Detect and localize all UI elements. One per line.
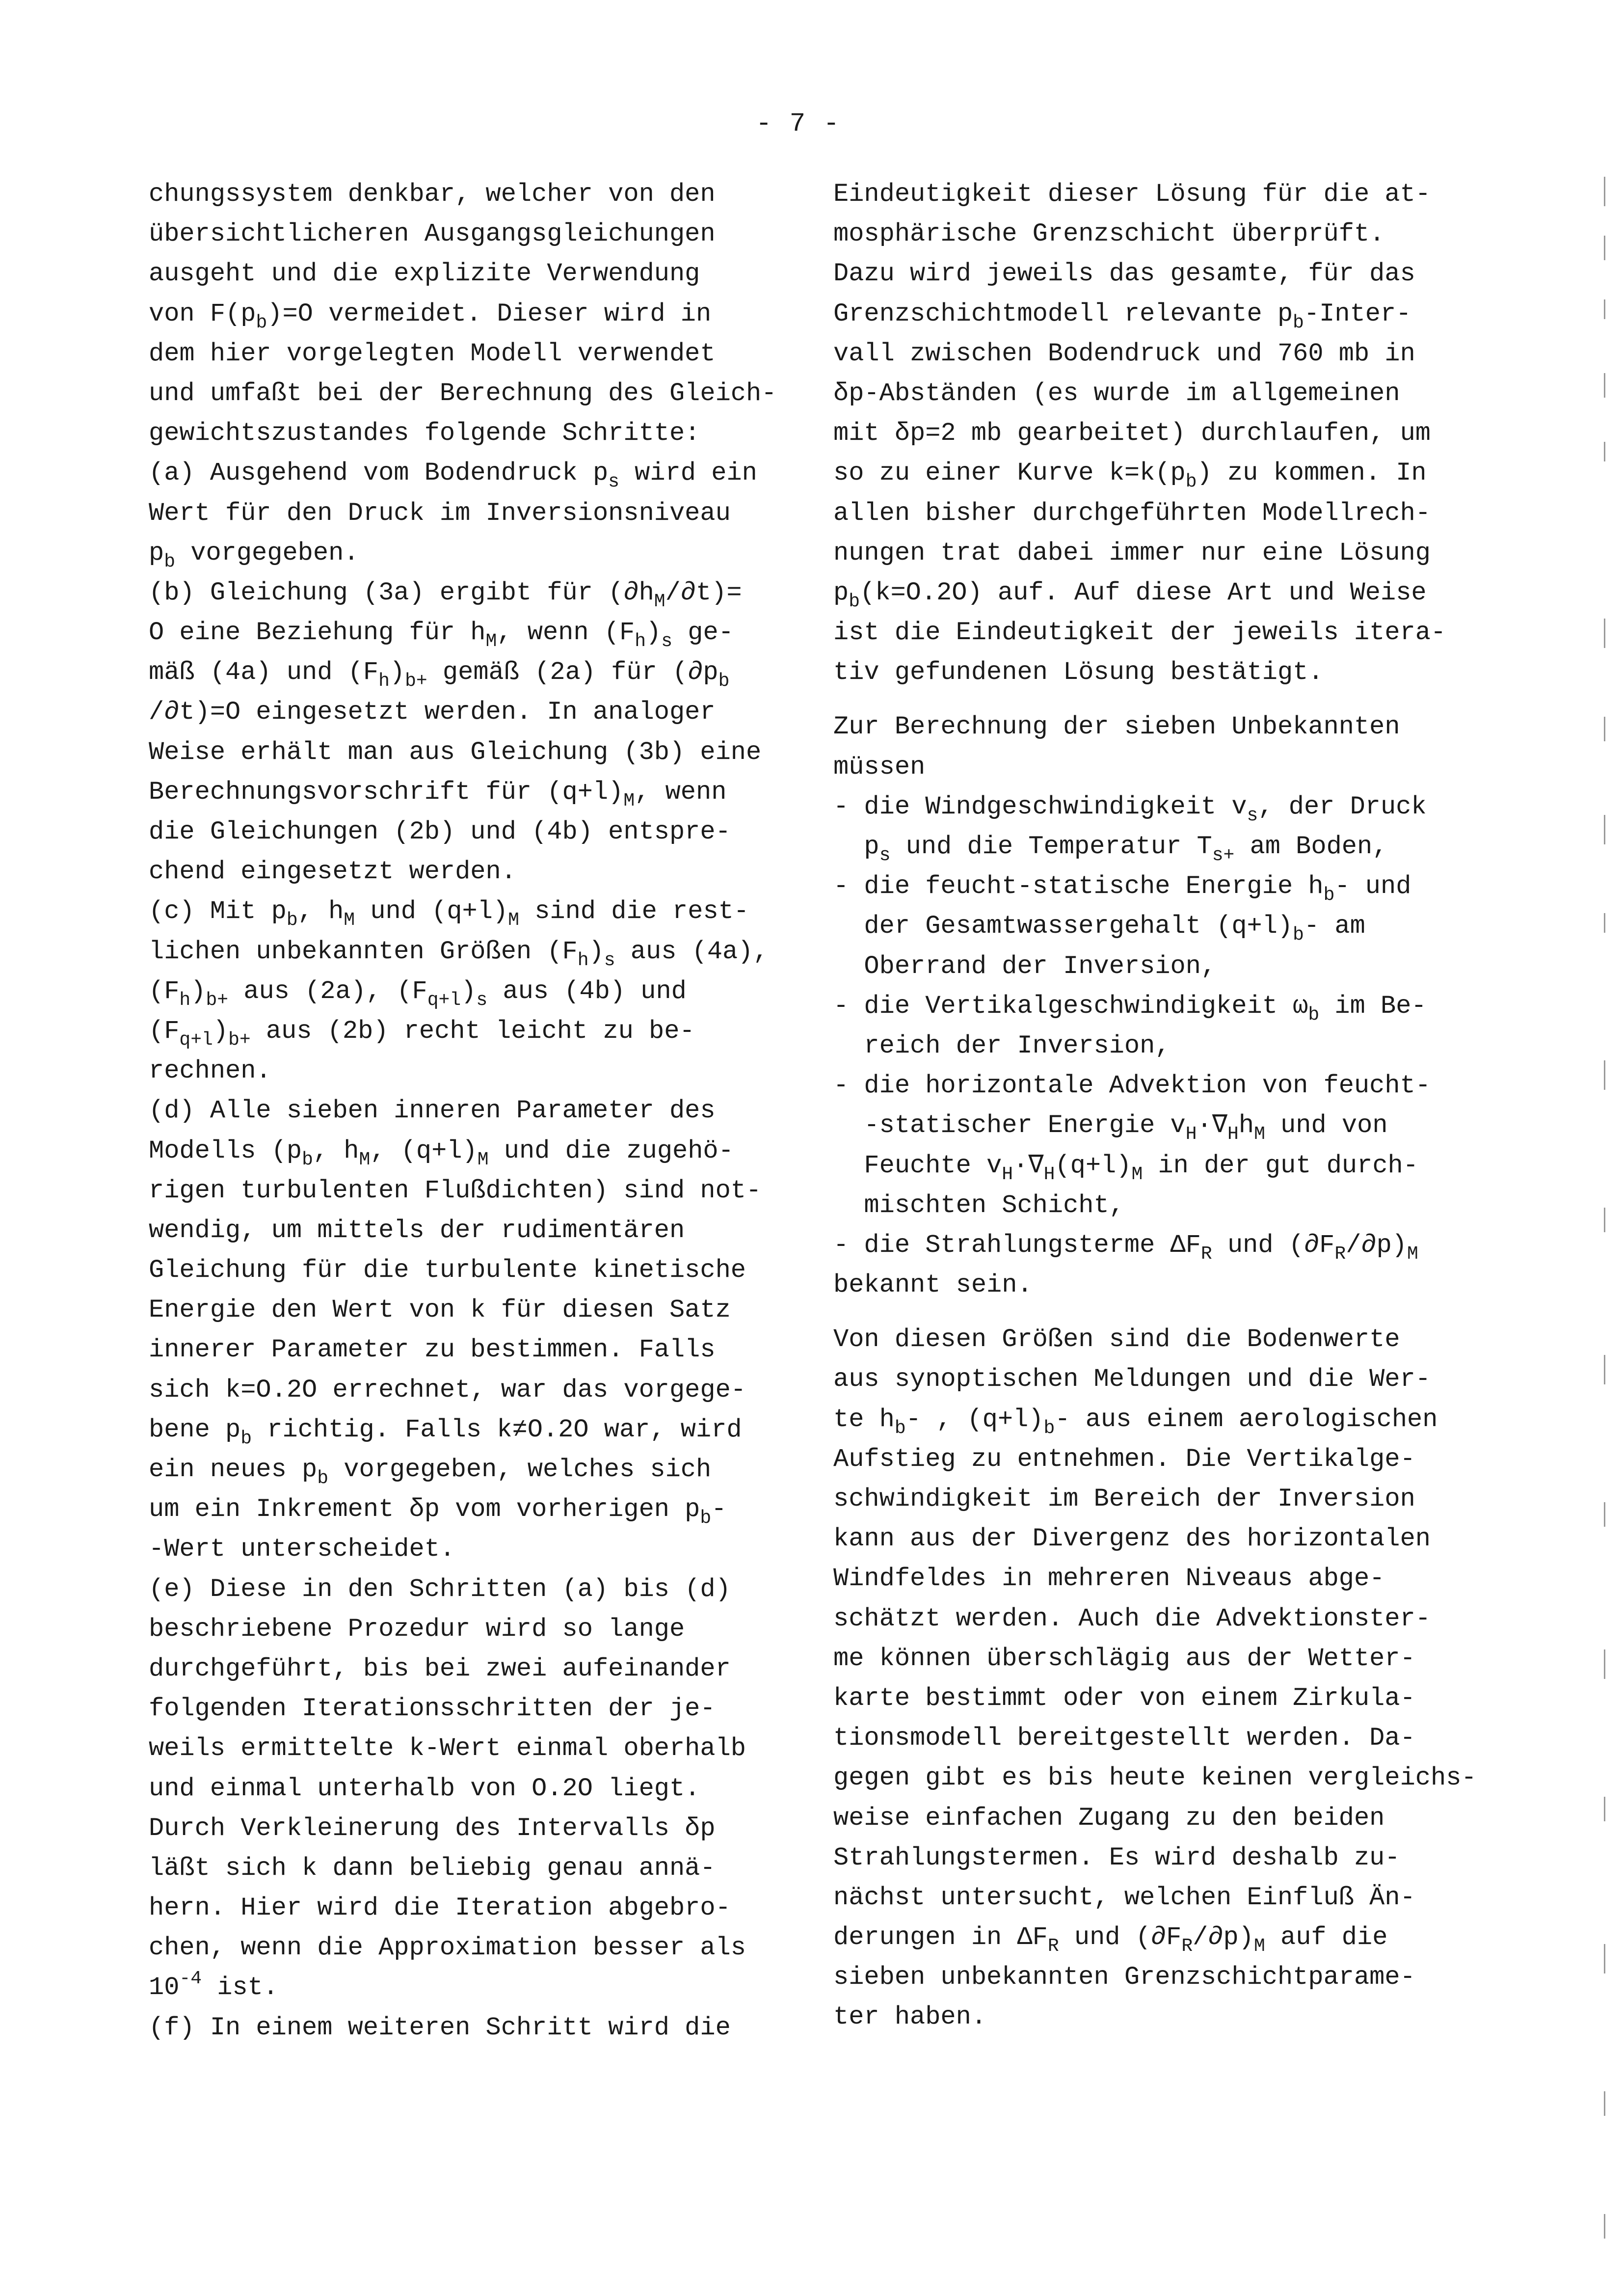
text-line: /∂t)=O eingesetzt werden. In analoger xyxy=(149,698,716,727)
text-line: wendig, um mittels der rudimentären xyxy=(149,1216,685,1245)
text-line: Oberrand der Inversion, xyxy=(833,951,1217,981)
text-line: müssen xyxy=(833,752,926,782)
text-line: derungen in $\Delta F_R$ und $(\partial F_R/\partial p)_M$ auf die xyxy=(833,1923,1388,1957)
text-line: bekannt sein. xyxy=(833,1270,1033,1300)
text-line: -statischer Energie $v_H\cdot\nabla_Hh_M$ und von xyxy=(833,1111,1388,1145)
text-line: rechnen. xyxy=(149,1056,271,1086)
text-line: Gleichung für die turbulente kinetische xyxy=(149,1256,746,1285)
text-line: $10^{-4}$ ist. xyxy=(149,1968,279,2002)
text-line: Zur Berechnung der sieben Unbekannten xyxy=(833,712,1400,742)
text-line: reich der Inversion, xyxy=(833,1031,1171,1060)
paragraph-sources xyxy=(833,1320,1570,2037)
text-line: (c) Mit $p_b$, $h_M$ und $(q+l)_M$ sind die rest- xyxy=(149,897,749,931)
text-line: Weise erhält man aus Gleichung (3b) eine xyxy=(149,737,762,767)
text-line: Energie den Wert von k für diesen Satz xyxy=(149,1296,731,1325)
text-line: um ein Inkrement δp vom vorherigen $p_b-$ xyxy=(149,1495,727,1529)
text-line: läßt sich k dann beliebig genau annä- xyxy=(149,1853,716,1883)
text-line: $p_b$ vorgegeben. xyxy=(149,538,359,572)
text-line: aus synoptischen Meldungen und die Wer- xyxy=(833,1365,1431,1394)
text-line: so zu einer Kurve $k=k(p_b)$ zu kommen. In xyxy=(833,459,1427,493)
text-line: - die Windgeschwindigkeit $v_s$, der Druck xyxy=(833,792,1427,826)
text-line: chungssystem denkbar, welcher von den xyxy=(149,180,716,209)
text-line: chend eingesetzt werden. xyxy=(149,857,516,887)
text-line: beschriebene Prozedur wird so lange xyxy=(149,1614,685,1644)
text-line: - die horizontale Advektion von feucht- xyxy=(833,1071,1431,1101)
text-line: tiv gefundenen Lösung bestätigt. xyxy=(833,658,1324,687)
text-line: - die Vertikalgeschwindigkeit $\omega_b$ im Be- xyxy=(833,991,1427,1026)
text-line: $(F_{q+l})_{b+}$ aus (2b) recht leicht zu be- xyxy=(149,1016,695,1051)
text-line: Von diesen Größen sind die Bodenwerte xyxy=(833,1325,1400,1354)
text-line: Feuchte $v_H\cdot\nabla_H(q+l)_M$ in der gut durch- xyxy=(833,1151,1418,1185)
text-line: O eine Beziehung für $h_M$, wenn $(F_h)_s$ ge- xyxy=(149,618,734,652)
text-line: übersichtlicheren Ausgangsgleichungen xyxy=(149,219,716,249)
text-line: Wert für den Druck im Inversionsniveau xyxy=(149,498,731,528)
page-number: - 7 - xyxy=(756,109,841,139)
text-line: schwindigkeit im Bereich der Inversion xyxy=(833,1485,1415,1513)
paragraph-unknowns xyxy=(833,707,1570,1305)
text-line: innerer Parameter zu bestimmen. Falls xyxy=(149,1335,716,1365)
margin-marks xyxy=(1604,177,1606,2239)
text-line: dem hier vorgelegten Modell verwendet xyxy=(149,339,716,368)
text-line: allen bisher durchgeführten Modellrech- xyxy=(833,498,1431,528)
text-line: ist die Eindeutigkeit der jeweils itera- xyxy=(833,618,1446,648)
text-line: ausgeht und die explizite Verwendung xyxy=(149,259,700,289)
text-line: und umfaßt bei der Berechnung des Gleich- xyxy=(149,378,777,408)
right-column xyxy=(833,174,1570,2037)
text-line: Windfeldes in mehreren Niveaus abge- xyxy=(833,1564,1385,1594)
text-line: Modells ($p_b$, $h_M$, $(q+l)_M$ und die zugehö- xyxy=(149,1136,734,1170)
text-line: $p_s$ und die Temperatur $T_{s+}$ am Boden, xyxy=(833,832,1388,866)
text-line: vall zwischen Bodendruck und 760 mb in xyxy=(833,339,1415,368)
text-line: Durch Verkleinerung des Intervalls δp xyxy=(149,1813,716,1843)
text-line: von $F(p_b)=O$ vermeidet. Dieser wird in xyxy=(149,299,712,333)
text-line: folgenden Iterationsschritten der je- xyxy=(149,1694,716,1724)
text-line: Dazu wird jeweils das gesamte, für das xyxy=(833,259,1415,289)
text-line: durchgeführt, bis bei zwei aufeinander xyxy=(149,1654,731,1683)
text-line: nächst untersucht, welchen Einfluß Än- xyxy=(833,1883,1415,1912)
text-line: Strahlungstermen. Es wird deshalb zu- xyxy=(833,1843,1400,1872)
text-line: chen, wenn die Approximation besser als xyxy=(149,1933,746,1963)
text-line: ter haben. xyxy=(833,2002,987,2032)
text-line: Berechnungsvorschrift für $(q+l)_M$, wenn xyxy=(149,777,727,811)
text-line: bene $p_b$ richtig. Falls k≠O.2O war, wird xyxy=(149,1415,742,1449)
text-line: $(F_h)_{b+}$ aus (2a), $(F_{q+l})_s$ aus (4b) und xyxy=(149,976,687,1011)
text-line: - die feucht-statische Energie $h_b-$ und xyxy=(833,872,1411,906)
text-line: $p_b(k=O.2O)$ auf. Auf diese Art und Weise xyxy=(833,578,1427,612)
text-line: lichen unbekannten Größen $(F_h)_s$ aus (4a), xyxy=(149,937,769,971)
text-line: gewichtszustandes folgende Schritte: xyxy=(149,419,700,448)
text-line: ein neues $p_b$ vorgegeben, welches sich xyxy=(149,1455,712,1489)
text-line: Grenzschichtmodell relevante $p_b-Inter-$ xyxy=(833,299,1411,333)
text-line: rigen turbulenten Flußdichten) sind not- xyxy=(149,1176,762,1205)
text-line: kann aus der Divergenz des horizontalen xyxy=(833,1524,1431,1554)
text-line: schätzt werden. Auch die Advektionster- xyxy=(833,1604,1431,1633)
text-line: nungen trat dabei immer nur eine Lösung xyxy=(833,538,1431,567)
text-line: δp-Abständen (es wurde im allgemeinen xyxy=(833,378,1400,408)
text-line: te $h_b-$ , $(q+l)_b-$ aus einem aerologischen xyxy=(833,1405,1438,1439)
text-line: (d) Alle sieben inneren Parameter des xyxy=(149,1096,716,1126)
text-line: und einmal unterhalb von O.2O liegt. xyxy=(149,1774,700,1803)
text-line: (a) Ausgehend vom Bodendruck $p_s$ wird ein xyxy=(149,459,757,493)
text-line: tionsmodell bereitgestellt werden. Da- xyxy=(833,1724,1415,1753)
text-line: - die Strahlungsterme $\Delta F_R$ und $(\partial F_R/\partial p)_M$ xyxy=(833,1230,1418,1265)
text-line: karte bestimmt oder von einem Zirkula- xyxy=(833,1683,1415,1713)
text-line: der Gesamtwassergehalt $(q+l)_b-$ am xyxy=(833,912,1365,946)
text-line: mischten Schicht, xyxy=(833,1190,1124,1220)
text-line: sich k=O.2O errechnet, war das vorgege- xyxy=(149,1375,746,1405)
text-line: mosphärische Grenzschicht überprüft. xyxy=(833,219,1385,249)
left-column xyxy=(149,174,855,2048)
text-line: sieben unbekannten Grenzschichtparame- xyxy=(833,1963,1415,1992)
text-line: hern. Hier wird die Iteration abgebro- xyxy=(149,1893,731,1923)
text-line: Eindeutigkeit dieser Lösung für die at- xyxy=(833,180,1431,209)
text-line: (f) In einem weiteren Schritt wird die xyxy=(149,2013,731,2042)
text-line: die Gleichungen (2b) und (4b) entspre- xyxy=(149,817,731,846)
text-line: Aufstieg zu entnehmen. Die Vertikalge- xyxy=(833,1444,1415,1474)
text-line: (e) Diese in den Schritten (a) bis (d) xyxy=(149,1574,731,1604)
text-line: (b) Gleichung (3a) ergibt für $(\partial h_M/\partial t)=$ xyxy=(149,578,742,612)
text-line: gegen gibt es bis heute keinen vergleichs- xyxy=(833,1763,1477,1793)
text-line: -Wert unterscheidet. xyxy=(149,1535,455,1564)
text-line: me können überschlägig aus der Wetter- xyxy=(833,1644,1415,1673)
text-line: weise einfachen Zugang zu den beiden xyxy=(833,1803,1385,1833)
paragraph-uniqueness xyxy=(833,174,1570,692)
text-line: weils ermittelte k-Wert einmal oberhalb xyxy=(149,1734,746,1763)
text-line: mit δp=2 mb gearbeitet) durchlaufen, um xyxy=(833,419,1431,448)
text-line: mäß (4a) und $(F_h)_{b+}$ gemäß (2a) für ($\partial p_b$ xyxy=(149,658,730,692)
